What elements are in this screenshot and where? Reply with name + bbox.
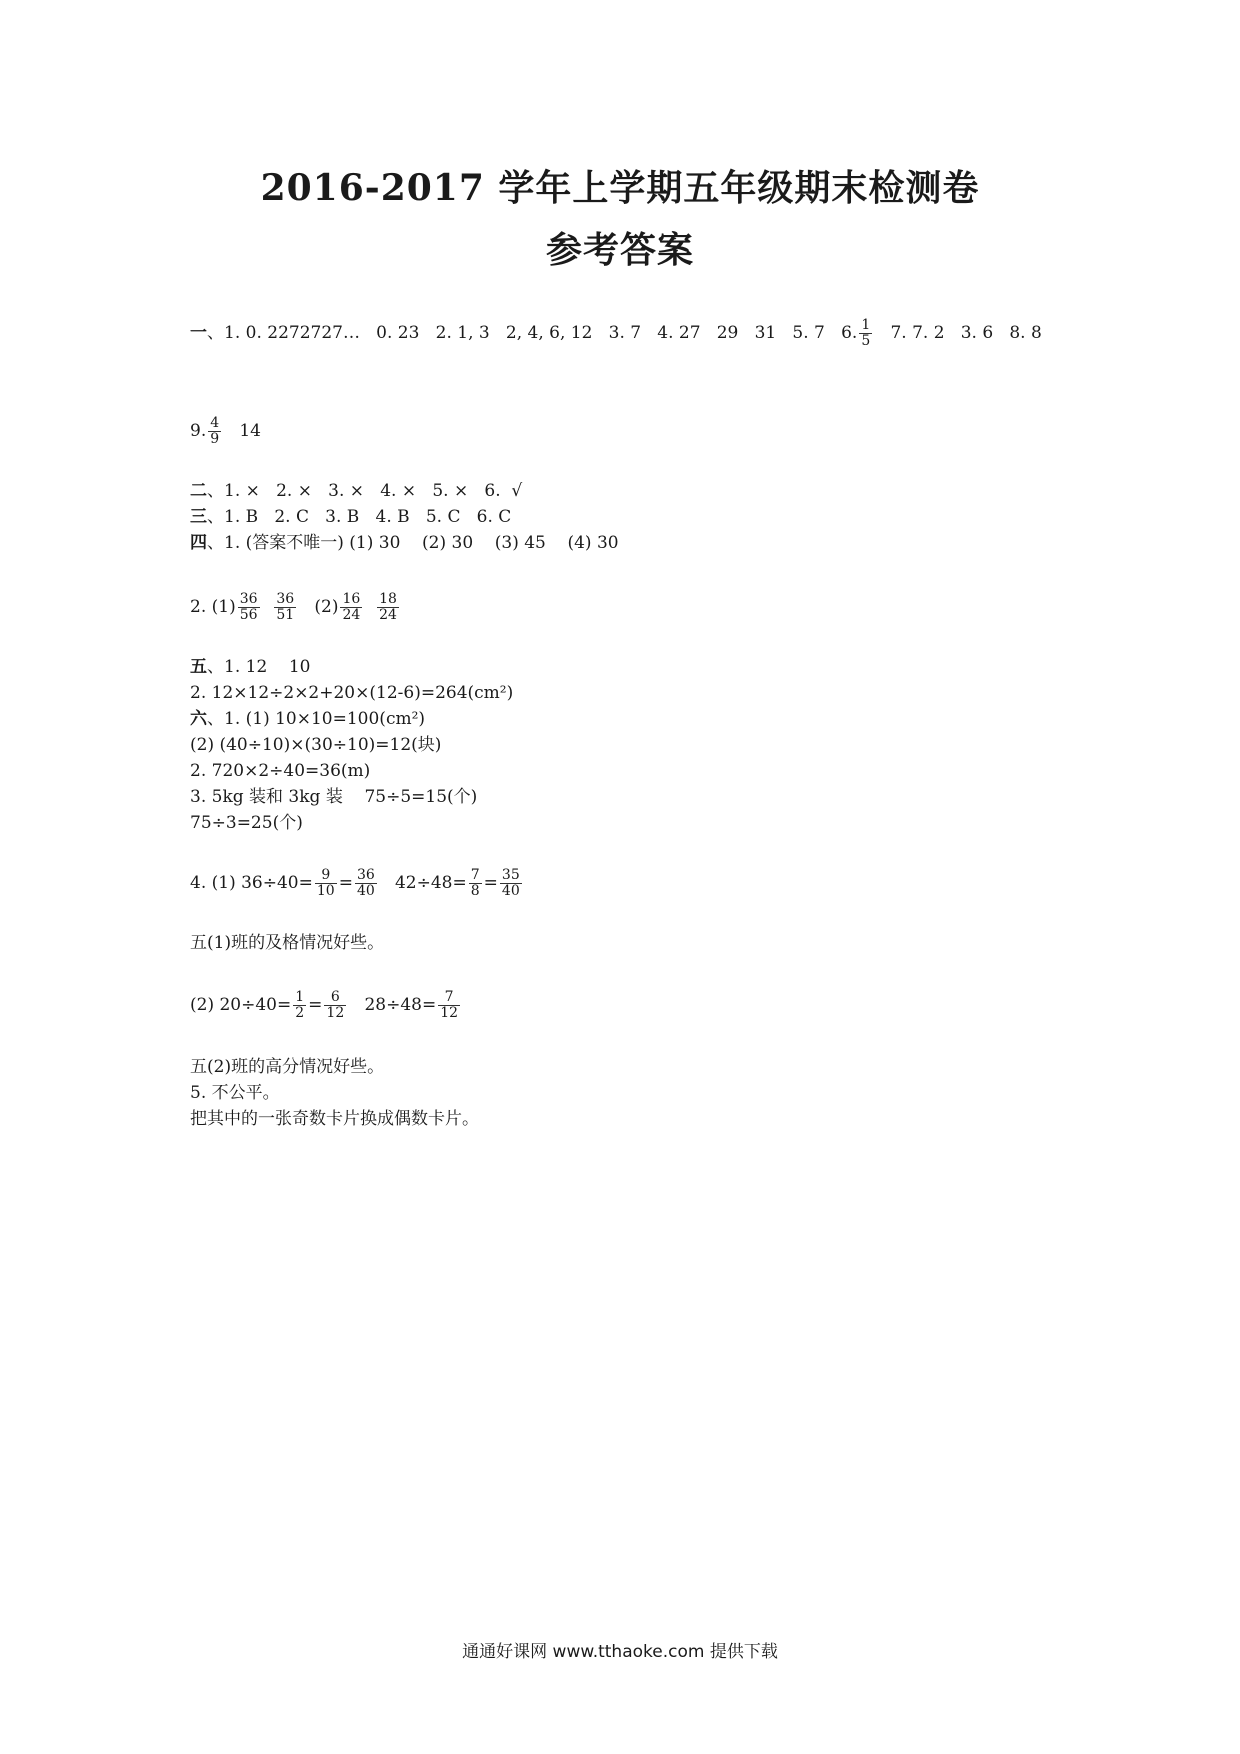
section-2: 二、1. × 2. × 3. × 4. × 5. × 6. √ xyxy=(190,481,523,501)
section-4-q2: 2. (1) $\frac{36}{56}$ $\frac{36}{51}$ (2) $\frac{16}{24}$ $\frac{18}{24}$ xyxy=(190,591,397,623)
fraction: $\frac{36}{51}$ xyxy=(276,591,295,623)
fraction: $\frac{4}{9}$ xyxy=(210,415,220,447)
section-3: 三、1. B 2. C 3. B 4. B 5. C 6. C xyxy=(190,507,512,527)
section-6-q4: 4. (1) 36÷40= $\frac{9}{10}$ = $\frac{36}{40}$ 42÷48= $\frac{7}{8}$ = $\frac{35}{40}$ xyxy=(190,867,520,899)
section-6-l4: 3. 5kg 装和 3kg 装 75÷5=15(个) xyxy=(190,787,478,807)
fraction: $\frac{35}{40}$ xyxy=(501,867,520,899)
fraction: $\frac{1}{5}$ xyxy=(861,317,871,349)
section-1-label: 一 xyxy=(190,323,207,343)
section-6-l3: 2. 720×2÷40=36(m) xyxy=(190,761,371,781)
section-1-line-1 xyxy=(190,318,1042,349)
section-6-l9: 五(2)班的高分情况好些。 xyxy=(190,1057,385,1077)
section-1-text: 、1. 0. 2272727… 0. 23 2. 1, 3 2, 4, 6, 12 3. 7 4. 27 29 31 5. 7 6. xyxy=(207,323,858,343)
section-1-line-2: 9. $\frac{4}{9}$ 14 xyxy=(190,415,261,447)
section-6-l2: (2) (40÷10)×(30÷10)=12(块) xyxy=(190,735,442,755)
section-6-q4b: (2) 20÷40= $\frac{1}{2}$ = $\frac{6}{12}$ 28÷48= $\frac{7}{12}$ xyxy=(190,989,459,1021)
section-4: 四、1. (答案不唯一) (1) 30 (2) 30 (3) 45 (4) 30 xyxy=(190,533,619,553)
fraction: $\frac{7}{8}$ xyxy=(470,867,480,899)
fraction: $\frac{6}{12}$ xyxy=(326,989,345,1021)
fraction: $\frac{36}{56}$ xyxy=(239,591,258,623)
section-6-l5: 75÷3=25(个) xyxy=(190,813,303,833)
section-5-q2: 2. 12×12÷2×2+20×(12-6)=264(cm²) xyxy=(190,683,514,703)
fraction: $\frac{9}{10}$ xyxy=(316,867,335,899)
page-subtitle: 参考答案 xyxy=(545,229,694,271)
page-title: 2016-2017 学年上学期五年级期末检测卷 xyxy=(260,167,980,209)
fraction: $\frac{18}{24}$ xyxy=(379,591,397,623)
section-6-l11: 把其中的一张奇数卡片换成偶数卡片。 xyxy=(190,1109,479,1129)
fraction: $\frac{36}{40}$ xyxy=(356,867,375,899)
fraction: $\frac{1}{2}$ xyxy=(295,989,305,1021)
section-6-l10: 5. 不公平。 xyxy=(190,1083,280,1103)
section-1-text-after: 7. 7. 2 3. 6 8. 8 xyxy=(874,323,1042,343)
fraction: $\frac{16}{24}$ xyxy=(342,591,361,623)
fraction: $\frac{7}{12}$ xyxy=(440,989,459,1021)
section-5: 五、1. 12 10 xyxy=(190,657,311,677)
section-6: 六、1. (1) 10×10=100(cm²) xyxy=(190,709,426,729)
footer-text: 通通好课网 www.tthaoke.com 提供下载 xyxy=(462,1642,778,1662)
section-6-l7: 五(1)班的及格情况好些。 xyxy=(190,933,385,953)
